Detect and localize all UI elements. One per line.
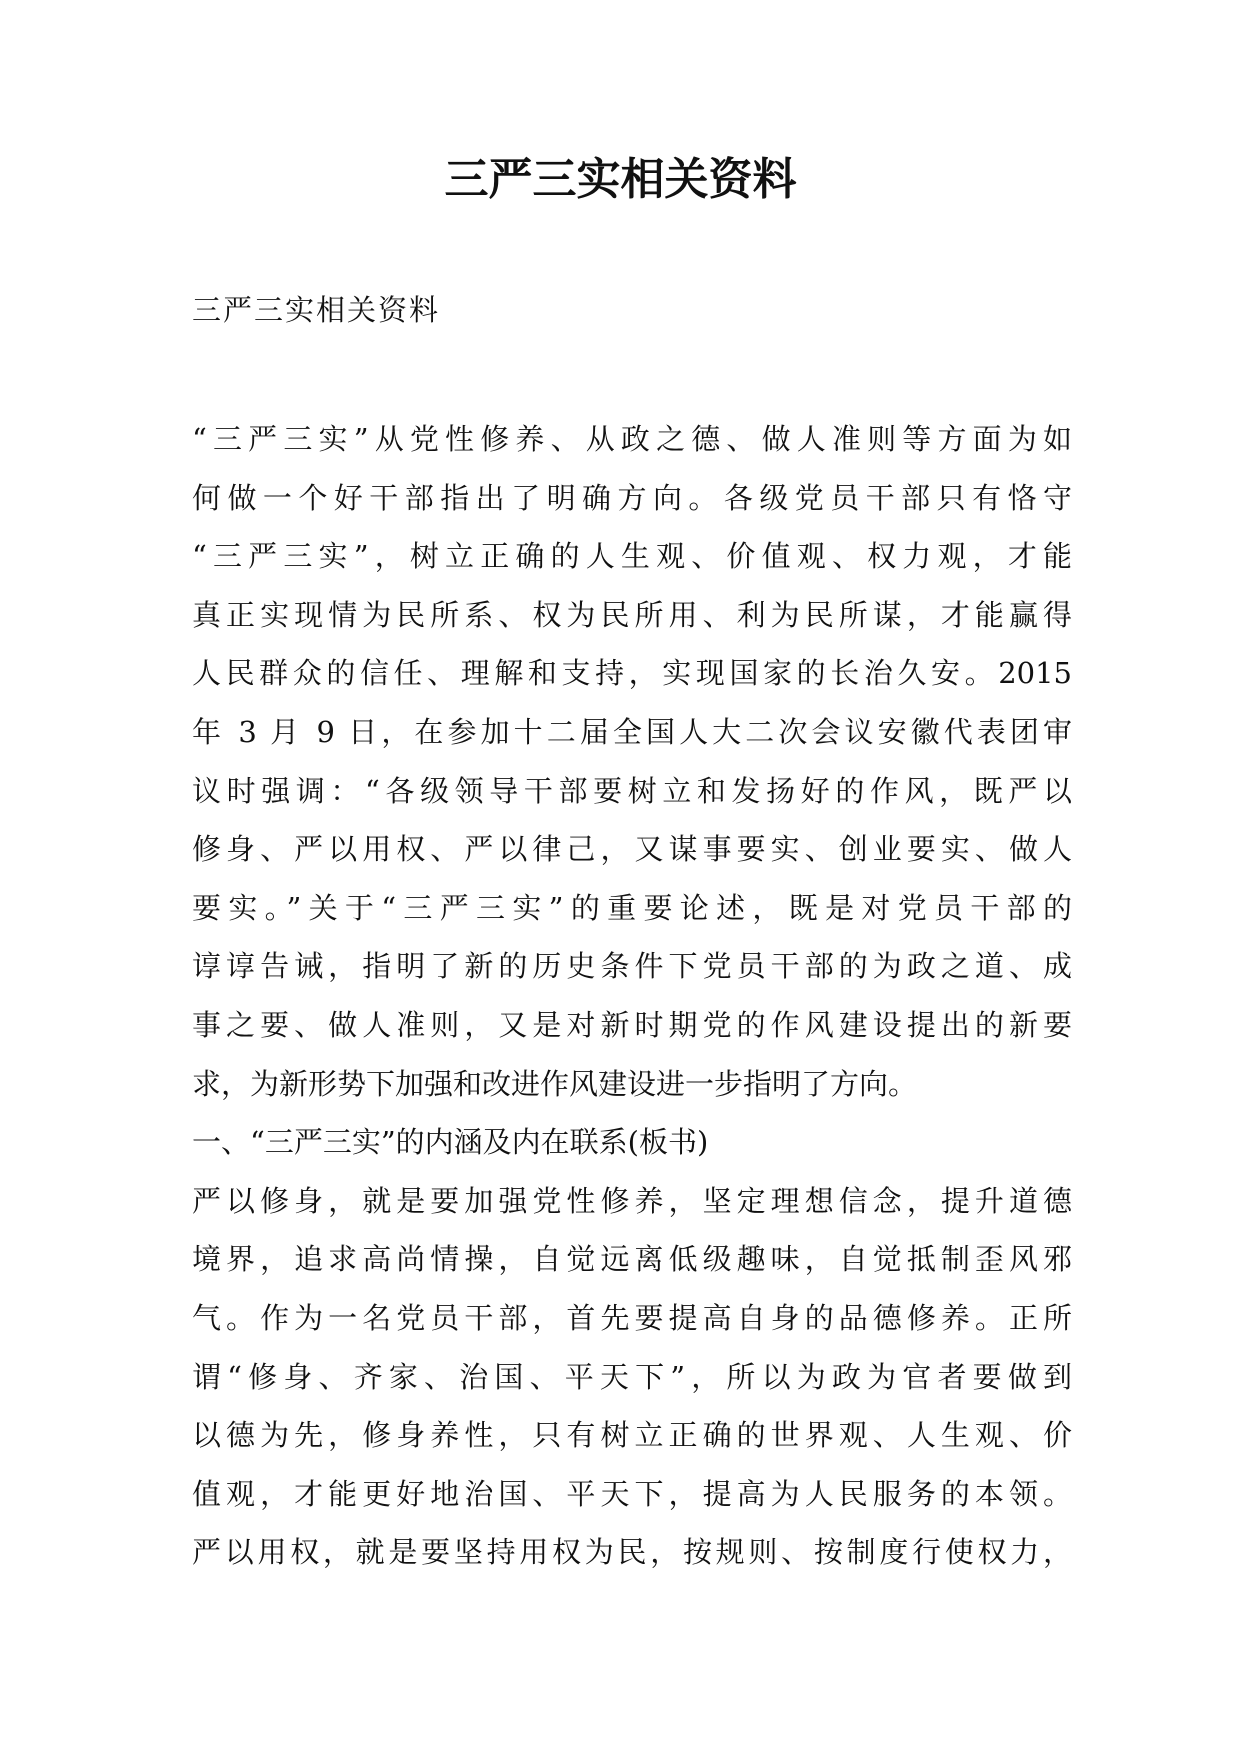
body-text-line: 境界，追求高尚情操，自觉远离低级趣味，自觉抵制歪风邪 [192,1242,1072,1277]
body-text-line: 议时强调：“各级领导干部要树立和发扬好的作风，既严以 [192,773,1072,808]
body-text-line: “三严三实”，树立正确的人生观、价值观、权力观，才能 [192,539,1072,574]
body-text-line: 年 3 月 9 日，在参加十二届全国人大二次会议安徽代表团审 [192,714,1072,749]
body-text-line: 气。作为一名党员干部，首先要提高自身的品德修养。正所 [192,1300,1072,1335]
body-text-line: 谆谆告诫，指明了新的历史条件下党员干部的为政之道、成 [192,949,1072,984]
body-text-line: 真正实现情为民所系、权为民所用、利为民所谋，才能赢得 [192,597,1072,632]
document-body [192,410,1072,1582]
body-text-line: 修身、严以用权、严以律己，又谋事要实、创业要实、做人 [192,832,1072,867]
body-text-line: 谓“修身、齐家、治国、平天下”，所以为政为官者要做到 [192,1359,1072,1394]
body-text-line: 要实。”关于“三严三实”的重要论述，既是对党员干部的 [192,890,1072,925]
body-text-line: 严以修身，就是要加强党性修养，坚定理想信念，提升道德 [192,1183,1072,1218]
document-title: 三严三实相关资料 [444,154,797,205]
body-text-line: 何做一个好干部指出了明确方向。各级党员干部只有恪守 [192,480,1072,515]
document-subtitle: 三严三实相关资料 [192,293,441,327]
body-text-line: 以德为先，修身养性，只有树立正确的世界观、人生观、价 [192,1418,1072,1453]
body-text-line: “三严三实”从党性修养、从政之德、做人准则等方面为如 [192,422,1072,456]
body-text-line: 值观，才能更好地治国、平天下，提高为人民服务的本领。 [192,1476,1072,1511]
body-text-line: 严以用权，就是要坚持用权为民，按规则、按制度行使权力， [192,1535,1072,1570]
body-text-line: 人民群众的信任、理解和支持，实现国家的长治久安。2015 [192,656,1072,691]
body-text-line: 一、“三严三实”的内涵及内在联系(板书) [192,1125,709,1160]
body-text-line: 求，为新形势下加强和改进作风建设进一步指明了方向。 [192,1066,918,1101]
body-text-line: 事之要、做人准则，又是对新时期党的作风建设提出的新要 [192,1007,1072,1042]
